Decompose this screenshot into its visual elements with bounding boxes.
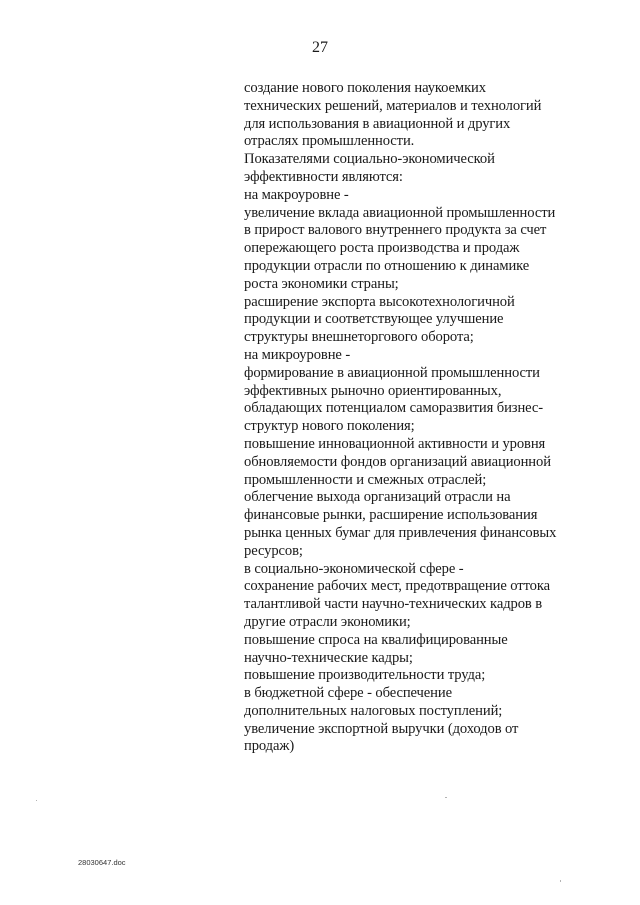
text-line: в прирост валового внутреннего продукта за счет xyxy=(244,222,547,239)
text-line: в социально-экономической сфере - xyxy=(244,560,464,577)
text-line: формирование в авиационной промышленности xyxy=(244,364,540,381)
text-line: промышленности и смежных отраслей; xyxy=(244,471,487,488)
text-line: отраслях промышленности. xyxy=(244,133,415,150)
text-line: создание нового поколения наукоемких xyxy=(244,80,486,96)
text-line: дополнительных налоговых поступлений; xyxy=(244,702,503,719)
text-line: научно-технические кадры; xyxy=(244,649,413,666)
text-line: увеличение экспортной выручки (доходов от xyxy=(244,720,519,737)
text-line: талантливой части научно-технических кадров в xyxy=(244,596,543,613)
scan-speck xyxy=(560,880,561,882)
page-number: 27 xyxy=(312,39,328,56)
text-line: эффективности являются: xyxy=(244,168,403,185)
text-line: Показателями социально-экономической xyxy=(244,151,495,168)
scan-speck xyxy=(445,797,447,798)
text-line: на микроуровне - xyxy=(244,346,351,363)
text-line: обладающих потенциалом саморазвития бизнес- xyxy=(244,400,544,417)
text-line: продукции отрасли по отношению к динамике xyxy=(244,257,530,274)
text-line: повышение инновационной активности и уровня xyxy=(244,435,546,452)
text-line: опережающего роста производства и продаж xyxy=(244,240,520,257)
text-line: другие отрасли экономики; xyxy=(244,613,411,630)
footer-filename: 28030647.doc xyxy=(78,858,126,867)
text-line: расширение экспорта высокотехнологичной xyxy=(244,293,515,310)
text-line: сохранение рабочих мест, предотвращение оттока xyxy=(244,578,550,595)
text-line: продукции и соответствующее улучшение xyxy=(244,311,504,328)
text-line: роста экономики страны; xyxy=(244,275,399,292)
text-line: финансовые рынки, расширение использования xyxy=(244,507,538,524)
text-line: для использования в авиационной и других xyxy=(244,115,511,132)
body-text xyxy=(244,80,584,756)
scan-speck xyxy=(36,800,37,801)
text-line: повышение производительности труда; xyxy=(244,667,486,684)
text-line: рынка ценных бумаг для привлечения финансовых xyxy=(244,524,557,541)
text-line: повышение спроса на квалифицированные xyxy=(244,631,508,648)
text-line: структур нового поколения; xyxy=(244,418,415,435)
text-line: структуры внешнеторгового оборота; xyxy=(244,329,474,346)
text-line: технических решений, материалов и технологий xyxy=(244,97,542,114)
text-line: ресурсов; xyxy=(244,542,303,559)
text-line: обновляемости фондов организаций авиационной xyxy=(244,453,551,470)
text-line: облегчение выхода организаций отрасли на xyxy=(244,489,511,506)
text-line: увеличение вклада авиационной промышленности xyxy=(244,204,556,221)
text-line: продаж) xyxy=(244,738,295,755)
text-line: в бюджетной сфере - обеспечение xyxy=(244,685,452,702)
text-line: эффективных рыночно ориентированных, xyxy=(244,382,502,399)
text-line: на макроуровне - xyxy=(244,186,349,203)
